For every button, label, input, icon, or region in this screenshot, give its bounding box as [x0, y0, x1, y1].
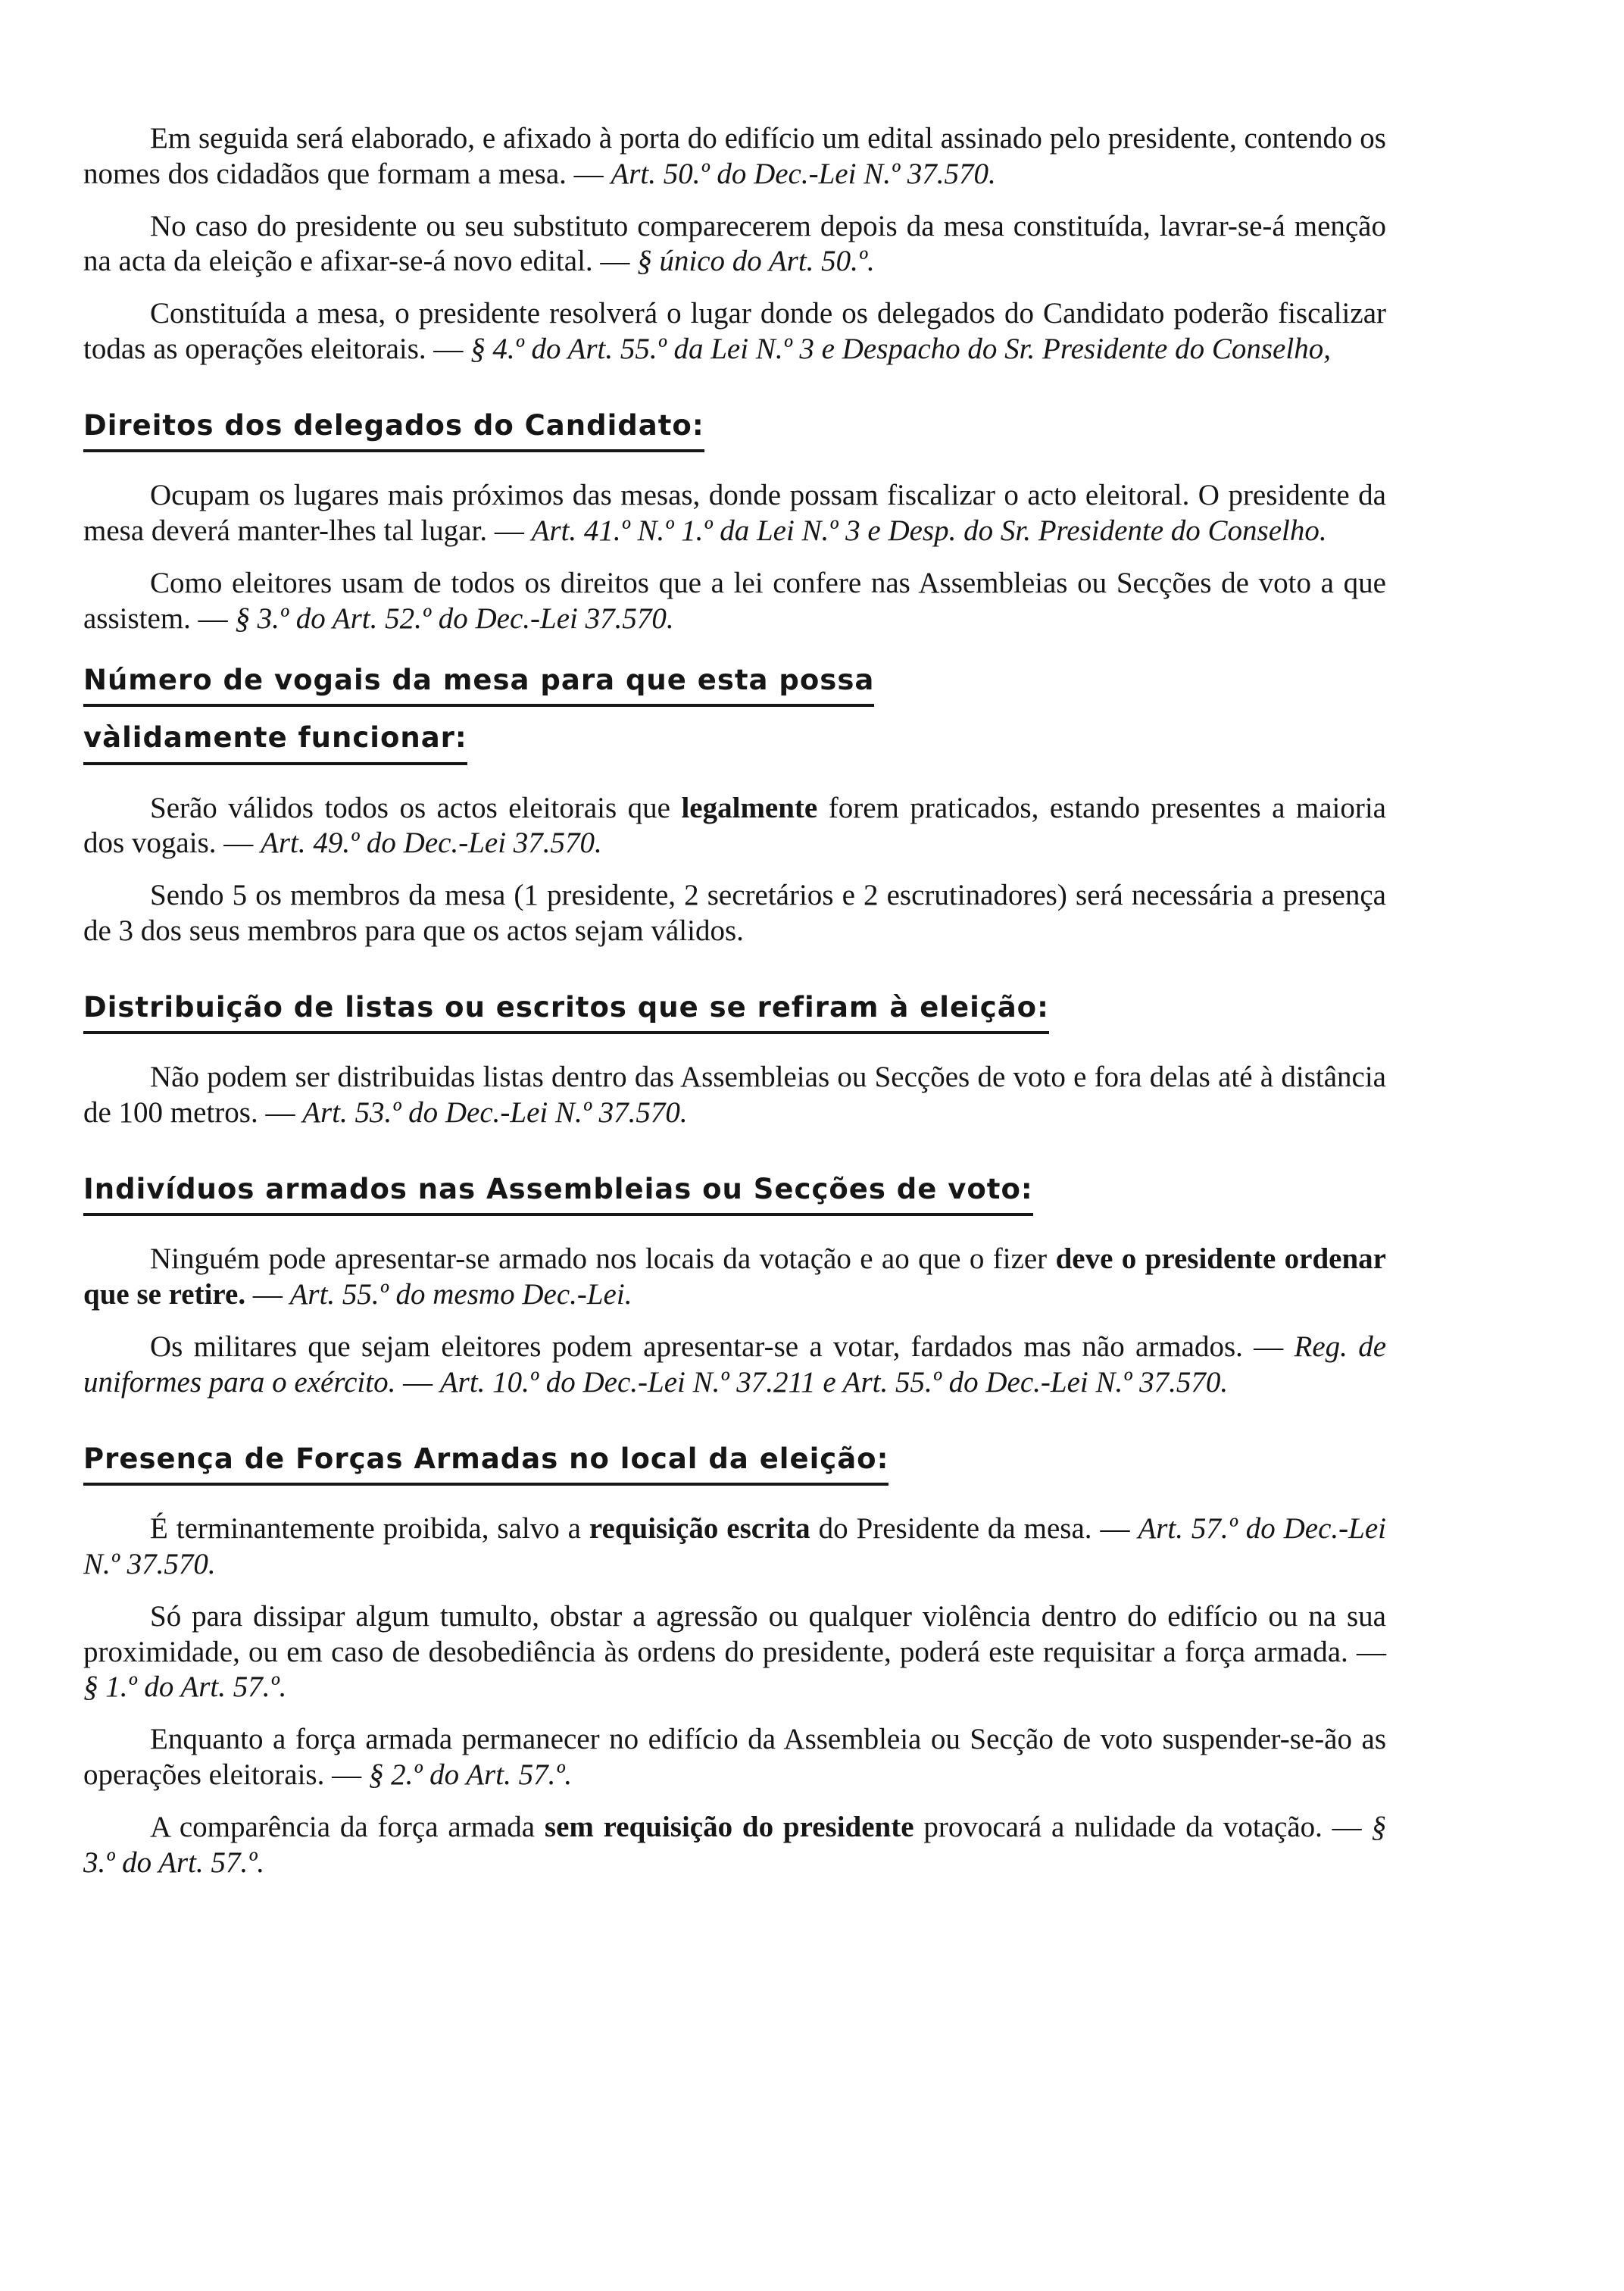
legal-citation: § 1.º do Art. 57.º.: [83, 1671, 287, 1704]
paragraph: [83, 209, 1386, 280]
paragraph: [83, 1242, 1386, 1313]
legal-citation: Art. 10.º do Dec.-Lei N.º 37.211 e Art. 55.º do Dec.-Lei N.º 37.570.: [439, 1365, 1229, 1399]
legal-citation: § único do Art. 50.º.: [637, 245, 875, 278]
section-heading-delegates-rights: Direitos dos delegados do Candidato:: [83, 410, 704, 453]
legal-citation: § 2.º do Art. 57.º.: [368, 1758, 573, 1791]
text-run: Só para dissipar algum tumulto, obstar a agressão ou qualquer violência dentro do edifício ou na sua proximidade, ou em caso de desobediência às ordens do presidente, poderá este requisitar a força armada. —: [83, 1599, 1386, 1668]
legal-citation: Art. 55.º do mesmo Dec.-Lei.: [289, 1278, 632, 1311]
text-run: provocará a nulidade da votação. —: [914, 1810, 1372, 1843]
legal-citation: Art. 53.º do Dec.-Lei N.º 37.570.: [302, 1096, 688, 1130]
section-heading-quorum: [83, 663, 1386, 765]
text-run: Serão válidos todos os actos eleitorais que: [150, 791, 682, 824]
paragraph: [83, 1060, 1386, 1131]
section-heading-quorum-line2: vàlidamente funcionar:: [83, 722, 467, 765]
legal-citation: Reg. de uniformes para o exército.: [83, 1330, 1387, 1399]
text-run: forem praticados, estando presentes a maioria dos vogais. —: [83, 791, 1386, 860]
legal-citation: Art. 50.º do Dec.-Lei N.º 37.570.: [611, 157, 996, 190]
legal-citation: Art. 41.º N.º 1.º da Lei N.º 3 e Desp. do Sr. Presidente do Conselho.: [531, 514, 1327, 548]
section-heading-armed-individuals: Indivíduos armados nas Assembleias ou Secções de voto:: [83, 1174, 1033, 1217]
legal-citation: § 3.º do Art. 52.º do Dec.-Lei 37.570.: [235, 602, 674, 635]
paragraph: [83, 121, 1386, 192]
paragraph: [83, 878, 1386, 949]
text-run: Sendo 5 os membros da mesa (1 presidente, 2 secretários e 2 escrutinadores) será necessária a presença de 3 dos seus membros para que os actos sejam válidos.: [83, 879, 1386, 947]
text-run: —: [245, 1278, 290, 1311]
paragraph: [83, 1511, 1386, 1583]
text-run: Como eleitores usam de todos os direitos que a lei confere nas Assembleias ou Secções de voto a que assistem. —: [83, 566, 1386, 635]
section-heading-armed-forces: Presença de Forças Armadas no local da eleição:: [83, 1443, 889, 1486]
legal-citation: § 3.º do Art. 57.º.: [83, 1810, 1386, 1879]
paragraph: [83, 566, 1386, 637]
text-run: No caso do presidente ou seu substituto comparecerem depois da mesa constituída, lavrar-se-á menção na acta da eleição e afixar-se-á novo edital. —: [83, 209, 1386, 278]
paragraph: [83, 1722, 1386, 1793]
emphasis-text: legalmente: [681, 791, 818, 824]
paragraph: [83, 1599, 1386, 1705]
text-run: Constituída a mesa, o presidente resolverá o lugar donde os delegados do Candidato poderão fiscalizar todas as operações eleitorais. —: [83, 297, 1386, 365]
text-run: Em seguida será elaborado, e afixado à porta do edifício um edital assinado pelo presidente, contendo os nomes dos cidadãos que formam a mesa. —: [83, 122, 1386, 190]
paragraph: [83, 1810, 1386, 1881]
text-run: Os militares que sejam eleitores podem apresentar-se a votar, fardados mas não armados. —: [150, 1330, 1295, 1364]
emphasis-text: deve o presidente ordenar que se retire.: [83, 1242, 1386, 1311]
legal-citation: § 4.º do Art. 55.º da Lei N.º 3 e Despacho do Sr. Presidente do Conselho,: [470, 332, 1331, 365]
text-run: do Presidente da mesa. —: [810, 1512, 1138, 1546]
emphasis-text: requisição escrita: [589, 1512, 810, 1546]
paragraph: [83, 296, 1386, 367]
section-heading-distribution: Distribuição de listas ou escritos que se refiram à eleição:: [83, 992, 1049, 1035]
text-run: Não podem ser distribuidas listas dentro das Assembleias ou Secções de voto e fora delas até à distância de 100 metros. —: [83, 1061, 1386, 1130]
paragraph: [83, 791, 1386, 862]
legal-citation: Art. 57.º do Dec.-Lei N.º 37.570.: [83, 1512, 1386, 1581]
legal-citation: Art. 49.º do Dec.-Lei 37.570.: [261, 827, 602, 860]
paragraph: [83, 478, 1386, 549]
paragraph: [83, 1330, 1386, 1401]
text-run: Enquanto a força armada permanecer no edifício da Assembleia ou Secção de voto suspender-se-ão as operações eleitorais. —: [83, 1723, 1386, 1791]
text-run: Ninguém pode apresentar-se armado nos locais da votação e ao que o fizer: [150, 1242, 1056, 1276]
document-page: [83, 121, 1386, 1897]
text-run: Ocupam os lugares mais próximos das mesas, donde possam fiscalizar o acto eleitoral. O presidente da mesa deverá manter-lhes tal lugar. —: [83, 479, 1386, 548]
emphasis-text: sem requisição do presidente: [544, 1810, 914, 1843]
text-run: A comparência da força armada: [150, 1810, 545, 1843]
section-heading-quorum-line1: Número de vogais da mesa para que esta possa: [83, 664, 874, 708]
text-run: —: [395, 1365, 440, 1399]
text-run: É terminantemente proibida, salvo a: [150, 1512, 589, 1546]
